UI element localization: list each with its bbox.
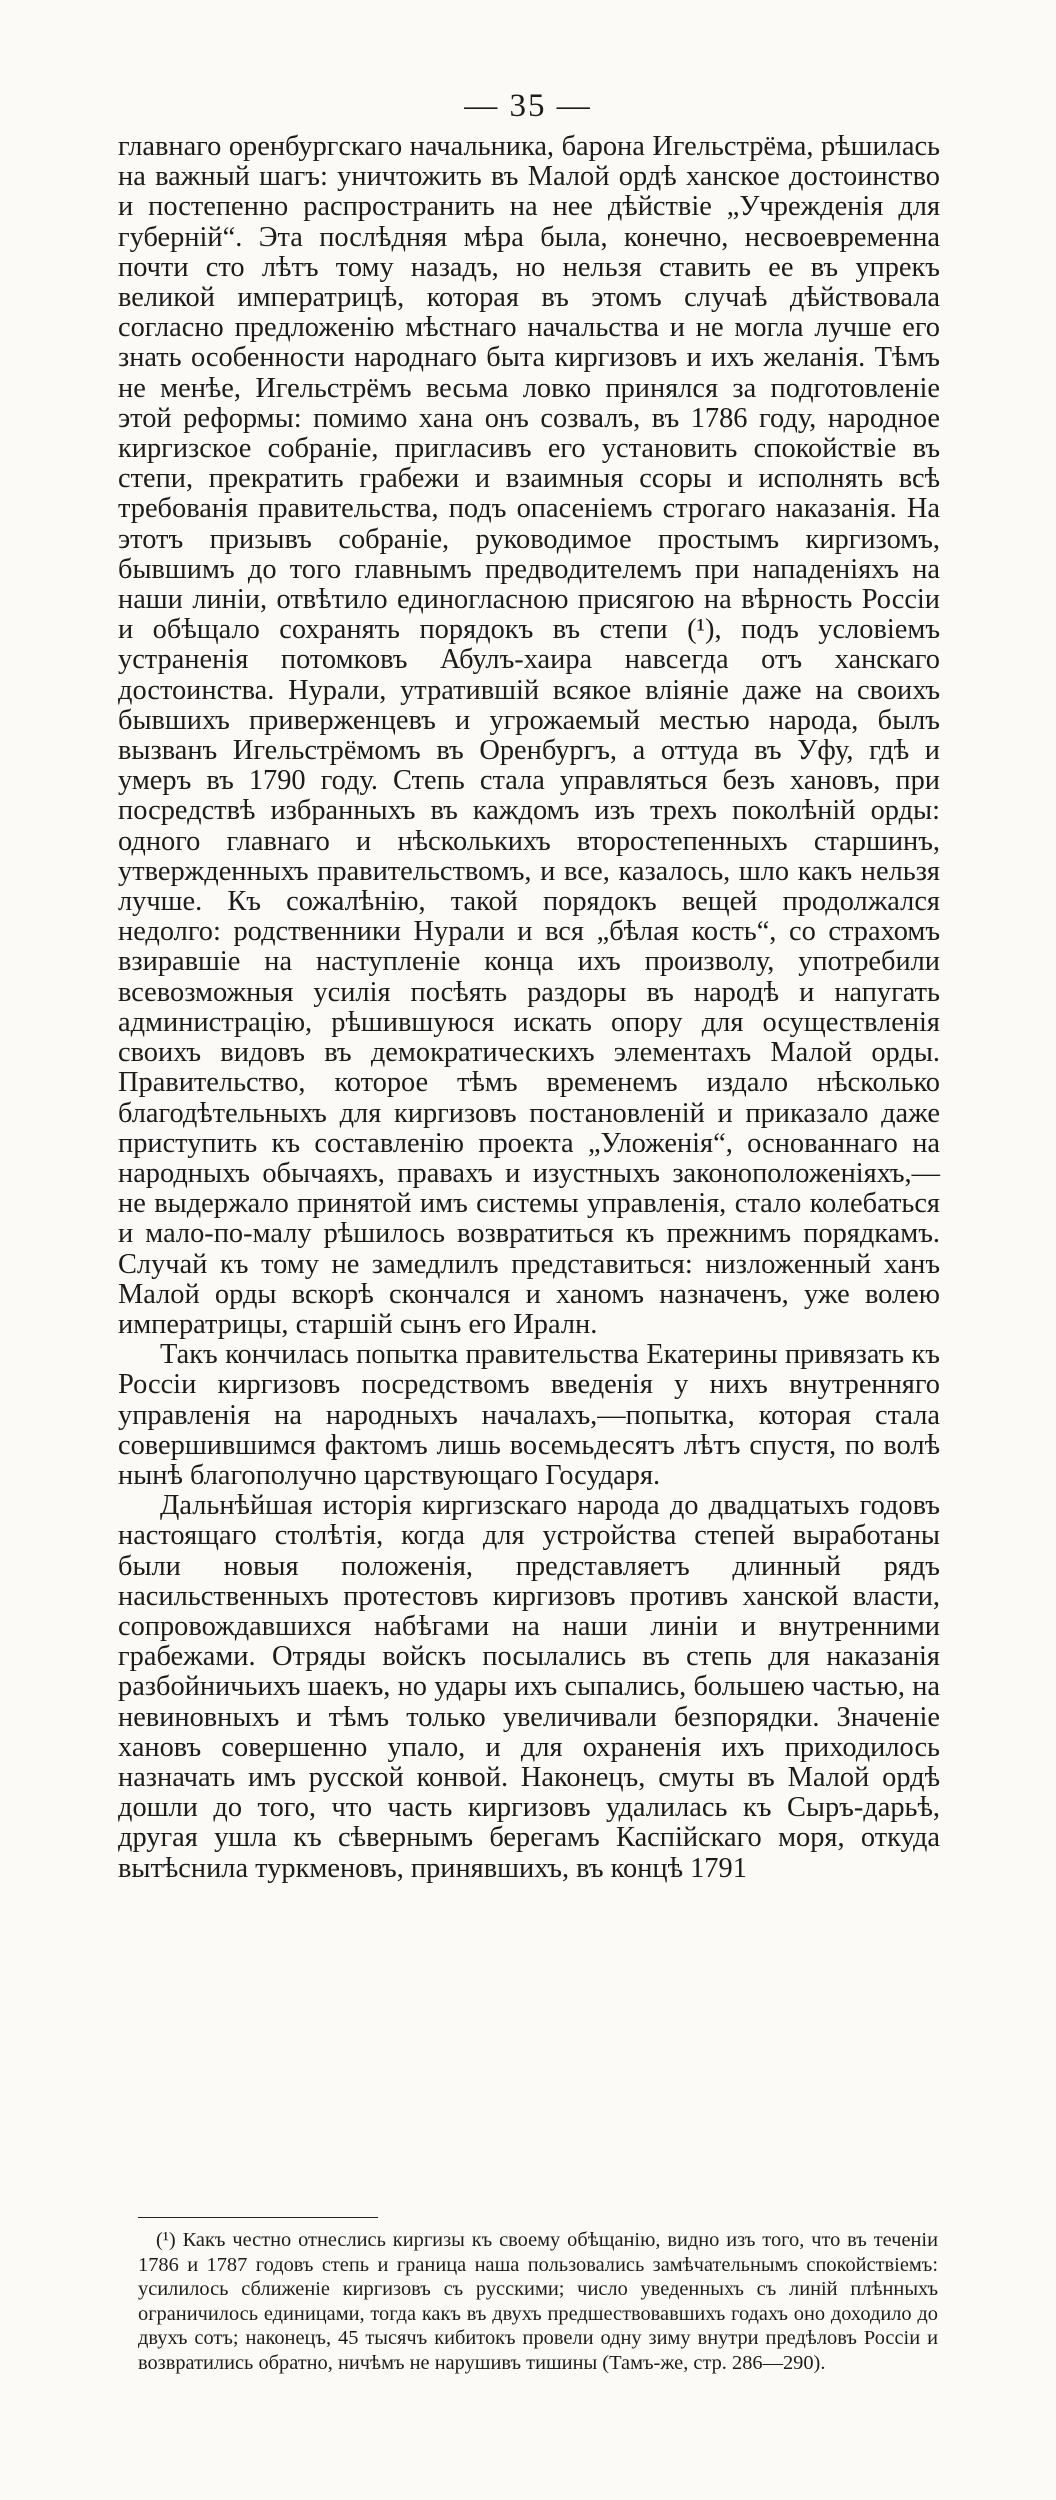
paragraph-later-history: Дальнѣйшая исторія киргизскаго народа до двадцатыхъ годовъ настоящаго столѣтія, когда для устройства степей выработаны были новыя положенія, представляетъ длинный рядъ насильственныхъ протестовъ киргизовъ противъ ханской власти, сопровождавшихся набѣгами на наши линіи и внутренними грабежами. Отряды войскъ посылались въ степь для наказанія разбойничьихъ шаекъ, но удары ихъ сыпались, большею частью, на невиновныхъ и тѣмъ только увеличивали безпорядки. Значеніе хановъ совершенно упало, и для охраненія ихъ приходилось назначать имъ русской конвой. Наконецъ, смуты въ Малой ордѣ дошли до того, что часть киргизовъ удалилась къ Сыръ-дарьѣ, другая ушла къ сѣвернымъ берегамъ Каспійскаго моря, откуда вытѣснила туркменовъ, принявшихъ, въ концѣ 1791 bbox=[118, 1490, 940, 1884]
paragraph-igelstrom-reform: главнаго оренбургскаго начальника, барона Игельстрёма, рѣшилась на важный шагъ: уничтожить въ Малой ордѣ ханское достоинство и постепенно распространить на нее дѣйствіе „Учрежденія для губерній“. Эта послѣдняя мѣра была, конечно, несвоевременна почти сто лѣтъ тому назадъ, но нельзя ставить ее въ упрекъ великой императрицѣ, которая въ этомъ случаѣ дѣйствовала согласно предложенію мѣстнаго начальства и не могла лучше его знать особенности народнаго быта киргизовъ и ихъ желанія. Тѣмъ не менѣе, Игельстрёмъ весьма ловко принялся за подготовленіе этой реформы: помимо хана онъ созвалъ, въ 1786 году, народное киргизское собраніе, пригласивъ его установить спокойствіе въ степи, прекратить грабежи и взаимныя ссоры и исполнять всѣ требованія правительства, подъ опасеніемъ строгаго наказанія. На этотъ призывъ собраніе, руководимое простымъ киргизомъ, бывшимъ до того главнымъ предводителемъ при нападеніяхъ на наши линіи, отвѣтило единогласною присягою на вѣрность Россіи и обѣщало сохранять порядокъ въ степи (¹), подъ условіемъ устраненія потомковъ Абулъ-хаира навсегда отъ ханскаго достоинства. Нурали, утратившій всякое вліяніе даже на своихъ бывшихъ приверженцевъ и угрожаемый местью народа, былъ вызванъ Игельстрёмомъ въ Оренбургъ, а оттуда въ Уфу, гдѣ и умеръ въ 1790 году. Степь стала управляться безъ хановъ, при посредствѣ избранныхъ въ каждомъ изъ трехъ поколѣній орды: одного главнаго и нѣсколькихъ второстепенныхъ старшинъ, утвержденныхъ правительствомъ, и все, казалось, шло какъ нельзя лучше. Къ сожалѣнію, такой порядокъ вещей продолжался недолго: родственники Нурали и вся „бѣлая кость“, со страхомъ взиравшіе на наступленіе конца ихъ произволу, употребили всевозможныя усилія посѣять раздоры въ народѣ и напугать администрацію, рѣшившуюся искать опору для осуществленія своихъ видовъ въ демократическихъ элементахъ Малой орды. Правительство, которое тѣмъ временемъ издало нѣсколько благодѣтельныхъ для киргизовъ постановленій и приказало даже приступить къ составленію проекта „Уложенія“, основаннаго на народныхъ обычаяхъ, правахъ и изустныхъ законоположеніяхъ,—не выдержало принятой имъ системы управленія, стало колебаться и мало-по-малу рѣшилось возвратиться къ прежнимъ порядкамъ. Случай къ тому не замедлилъ представиться: низложенный ханъ Малой орды вскорѣ скончался и ханомъ назначенъ, уже волею императрицы, старшій сынъ его Иралн. bbox=[118, 131, 940, 1340]
footnote-divider bbox=[138, 2217, 378, 2218]
footnote: (¹) Какъ честно отнеслись киргизы къ своему обѣщанію, видно изъ того, что въ теченіи 1786 и 1787 годовъ степь и граница наша пользовались замѣчательнымъ спокойствіемъ: усилилось сближеніе киргизовъ съ русскими; число уведенныхъ съ линій плѣнныхъ ограничилось единицами, тогда какъ въ двухъ предшествовавшихъ годахъ оно доходило до двухъ сотъ; наконецъ, 45 тысячъ кибитокъ провели одну зиму внутри предѣловъ Россіи и возвратились обратно, ничѣмъ не нарушивъ тишины (Тамъ-же, стр. 286—290). bbox=[138, 2229, 938, 2374]
body-text bbox=[118, 132, 940, 1884]
page-number: — 35 — bbox=[464, 88, 592, 124]
paragraph-catherine-attempt: Такъ кончилась попытка правительства Екатерины привязать къ Россіи киргизовъ посредствомъ введенія у нихъ внутренняго управленія на народныхъ началахъ,—попытка, которая стала совершившимся фактомъ лишь восемьдесятъ лѣтъ спустя, по волѣ нынѣ благополучно царствующаго Государя. bbox=[118, 1339, 940, 1491]
